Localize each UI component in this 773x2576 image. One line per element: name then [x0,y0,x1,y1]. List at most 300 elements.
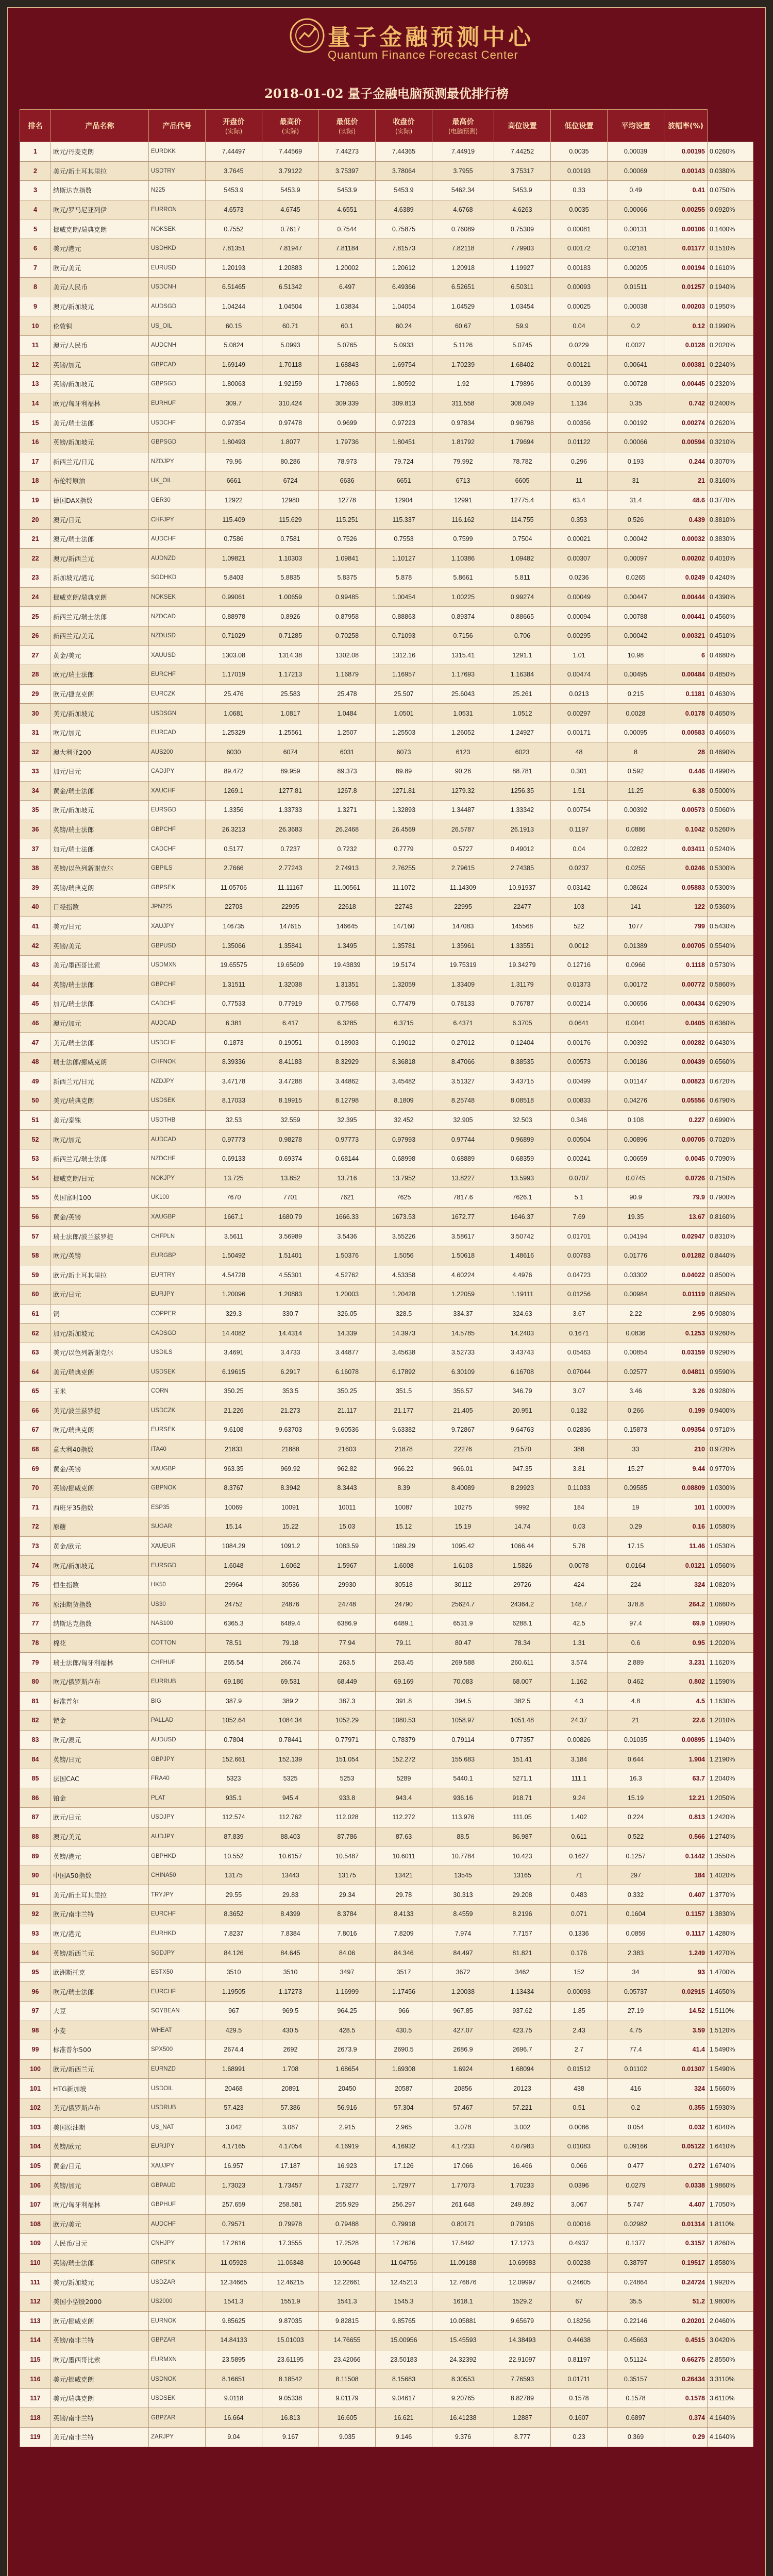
high-cell: 1.20883 [262,258,319,278]
volatility-cell: 0.04022 [664,1265,708,1285]
close-cell: 1545.3 [376,2292,432,2311]
open-cell: 1.69149 [206,355,262,375]
column-header [51,110,149,142]
close-cell: 430.5 [376,2021,432,2040]
table-row [20,1575,753,1595]
table-row [20,2234,753,2253]
table-row [20,742,753,762]
low-setting-cell: 5.78 [551,1536,608,1556]
undefined: 0.4680% [708,646,753,665]
product-name-cell: 欧元/加元 [51,1130,149,1149]
table-row [20,510,753,530]
high-cell: 1.6062 [262,1556,319,1575]
high-setting-cell: 9992 [494,1498,551,1517]
close-cell: 0.75875 [376,219,432,239]
avg-setting-cell: 0.477 [608,2156,664,2176]
rank-cell: 117 [20,2388,51,2408]
avg-setting-cell: 0.02982 [608,2214,664,2234]
open-cell: 0.5177 [206,839,262,859]
rank-cell: 26 [20,626,51,646]
open-cell: 6365.3 [206,1614,262,1634]
close-cell: 79.724 [376,452,432,471]
product-name-cell: 铂金 [51,1788,149,1808]
low-setting-cell: 0.296 [551,452,608,471]
volatility-cell: 48.6 [664,490,708,510]
product-name-cell: 欧元/新加坡元 [51,801,149,820]
volatility-cell: 0.05883 [664,878,708,897]
product-name-cell: 人民币/日元 [51,2234,149,2253]
undefined: 0.5540% [708,936,753,956]
undefined: 1.2050% [708,1788,753,1808]
forecast-high-cell: 9.376 [432,2428,494,2447]
low-setting-cell: 0.00121 [551,355,608,375]
table-row [20,239,753,258]
rank-cell: 114 [20,2331,51,2350]
undefined: 1.5930% [708,2098,753,2117]
avg-setting-cell: 0.592 [608,762,664,782]
low-cell: 1.16879 [319,665,376,685]
high-setting-cell: 5.0745 [494,335,551,355]
volatility-cell: 0.02915 [664,1982,708,2002]
volatility-cell: 79.9 [664,1188,708,1208]
product-name-cell: 钯金 [51,1711,149,1731]
undefined: 1.8110% [708,2214,753,2234]
undefined: 1.7050% [708,2195,753,2214]
volatility-cell: 0.00143 [664,161,708,181]
forecast-high-cell: 966.01 [432,1459,494,1479]
table-row [20,1052,753,1072]
forecast-high-cell: 1.10386 [432,549,494,568]
low-setting-cell: 0.00094 [551,607,608,626]
product-code-cell: AUDSGD [149,297,206,316]
volatility-cell: 14.52 [664,2002,708,2021]
rank-cell: 44 [20,975,51,994]
high-setting-cell: 1.19111 [494,1285,551,1304]
forecast-high-cell: 6.4371 [432,1013,494,1033]
high-setting-cell: 68.007 [494,1672,551,1691]
forecast-high-cell: 8.47066 [432,1052,494,1072]
high-cell: 10.6157 [262,1846,319,1866]
low-setting-cell: 4.3 [551,1691,608,1711]
forecast-high-cell: 19.75319 [432,955,494,975]
product-name-cell: 西班牙35指数 [51,1498,149,1517]
table-row [20,1595,753,1614]
title-chinese: 量子金融预测中心 [328,24,534,50]
avg-setting-cell: 0.00641 [608,355,664,375]
low-setting-cell: 0.4937 [551,2234,608,2253]
high-cell: 353.5 [262,1382,319,1401]
close-cell: 6.17892 [376,1362,432,1382]
rank-cell: 5 [20,219,51,239]
open-cell: 1.35066 [206,936,262,956]
low-setting-cell: 0.0641 [551,1013,608,1033]
product-name-cell: 法国CAC [51,1769,149,1788]
avg-setting-cell: 0.00042 [608,626,664,646]
avg-setting-cell: 0.00131 [608,219,664,239]
volatility-cell: 6.38 [664,781,708,801]
product-name-cell: 欧元/新土耳其里拉 [51,1265,149,1285]
table-row [20,2311,753,2331]
avg-setting-cell: 297 [608,1866,664,1885]
close-cell: 19.5174 [376,955,432,975]
table-row [20,1517,753,1537]
high-setting-cell: 1.70233 [494,2176,551,2195]
rank-cell: 64 [20,1362,51,1382]
low-cell: 1.5967 [319,1556,376,1575]
forecast-high-cell: 4.60224 [432,1265,494,1285]
high-cell: 1.04504 [262,297,319,316]
table-row [20,820,753,839]
undefined: 0.2400% [708,394,753,413]
open-cell: 0.7552 [206,219,262,239]
rank-cell: 90 [20,1866,51,1885]
open-cell: 89.472 [206,762,262,782]
low-cell: 11.00561 [319,878,376,897]
table-row [20,2408,753,2428]
high-cell: 69.531 [262,1672,319,1691]
undefined: 1.5110% [708,2002,753,2021]
high-setting-cell: 1.09482 [494,549,551,568]
low-setting-cell: 0.0213 [551,684,608,704]
close-cell: 1.35781 [376,936,432,956]
avg-setting-cell: 0.02181 [608,239,664,258]
rank-cell: 41 [20,917,51,936]
rank-cell: 32 [20,742,51,762]
table-row [20,1072,753,1091]
product-code-cell: EURCHF [149,665,206,685]
low-cell: 87.786 [319,1827,376,1846]
volatility-cell: 0.439 [664,510,708,530]
low-setting-cell: 0.24605 [551,2273,608,2292]
avg-setting-cell: 0.1578 [608,2388,664,2408]
undefined: 0.9770% [708,1459,753,1479]
low-setting-cell: 0.00238 [551,2253,608,2273]
avg-setting-cell: 0.49 [608,181,664,200]
low-cell: 7.8016 [319,1924,376,1943]
table-row [20,1304,753,1324]
rank-cell: 10 [20,316,51,336]
undefined: 0.3770% [708,490,753,510]
high-setting-cell: 10.69983 [494,2253,551,2273]
open-cell: 1.80493 [206,432,262,452]
high-cell: 21888 [262,1439,319,1459]
low-cell: 0.7526 [319,529,376,549]
avg-setting-cell: 0.35157 [608,2369,664,2389]
table-row [20,1943,753,1963]
forecast-high-cell: 2.79615 [432,858,494,878]
table-row [20,2117,753,2137]
low-cell: 68.449 [319,1672,376,1691]
forecast-high-cell: 0.7156 [432,626,494,646]
table-row [20,1711,753,1731]
close-cell: 57.304 [376,2098,432,2117]
undefined: 0.4390% [708,587,753,607]
forecast-high-cell: 113.976 [432,1808,494,1827]
product-code-cell: CADSGD [149,1324,206,1343]
table-row [20,2195,753,2214]
open-cell: 14.84133 [206,2331,262,2350]
low-setting-cell: 3.07 [551,1382,608,1401]
forecast-high-cell: 15.45593 [432,2331,494,2350]
forecast-high-cell: 25624.7 [432,1595,494,1614]
open-cell: 7670 [206,1188,262,1208]
undefined: 1.8260% [708,2234,753,2253]
avg-setting-cell: 17.15 [608,1536,664,1556]
avg-setting-cell: 0.05737 [608,1982,664,2002]
low-setting-cell: 0.301 [551,762,608,782]
high-cell: 1.708 [262,2059,319,2079]
open-cell: 6.51465 [206,278,262,297]
forecast-high-cell: 7.974 [432,1924,494,1943]
high-setting-cell: 3462 [494,1962,551,1982]
rank-cell: 55 [20,1188,51,1208]
close-cell: 328.5 [376,1304,432,1324]
undefined: 1.2420% [708,1808,753,1827]
undefined: 0.0260% [708,142,753,162]
low-setting-cell: 3.067 [551,2195,608,2214]
open-cell: 24752 [206,1595,262,1614]
avg-setting-cell: 0.369 [608,2428,664,2447]
table-row [20,1478,753,1498]
undefined: 1.9920% [708,2273,753,2292]
high-setting-cell: 8.08518 [494,1091,551,1111]
product-name-cell: 美元/瑞士法郎 [51,413,149,433]
close-cell: 1.04054 [376,297,432,316]
product-code-cell: EURCHF [149,1905,206,1924]
product-name-cell: 英镑/瑞典克朗 [51,878,149,897]
table-row [20,762,753,782]
open-cell: 17.2616 [206,2234,262,2253]
undefined: 0.5730% [708,955,753,975]
column-header-sublabel: (电脑预测) [448,127,478,135]
high-setting-cell: 4.4976 [494,1265,551,1285]
column-header-label: 开盘价 [223,117,245,126]
low-setting-cell: 0.0086 [551,2117,608,2137]
open-cell: 29.55 [206,1885,262,1905]
low-cell: 1541.3 [319,2292,376,2311]
undefined: 0.9590% [708,1362,753,1382]
rank-cell: 93 [20,1924,51,1943]
forecast-high-cell: 1.81792 [432,432,494,452]
forecast-high-cell: 1.92 [432,375,494,394]
low-cell: 1666.33 [319,1207,376,1227]
title-english: Quantum Finance Forecast Center [328,48,518,61]
volatility-cell: 799 [664,917,708,936]
rank-cell: 29 [20,684,51,704]
avg-setting-cell: 16.3 [608,1769,664,1788]
high-setting-cell: 59.9 [494,316,551,336]
low-setting-cell: 5.1 [551,1188,608,1208]
forecast-high-cell: 0.5727 [432,839,494,859]
close-cell: 26.4569 [376,820,432,839]
low-setting-cell: 1.134 [551,394,608,413]
product-code-cell: AUDCHF [149,529,206,549]
column-header [262,110,319,142]
high-setting-cell: 423.75 [494,2021,551,2040]
product-name-cell: 玉米 [51,1382,149,1401]
undefined: 0.0380% [708,161,753,181]
low-setting-cell: 0.483 [551,1885,608,1905]
avg-setting-cell: 0.38797 [608,2253,664,2273]
high-cell: 30536 [262,1575,319,1595]
avg-setting-cell: 0.09166 [608,2137,664,2157]
close-cell: 9.04617 [376,2388,432,2408]
product-code-cell: USDCNH [149,278,206,297]
rank-cell: 81 [20,1691,51,1711]
rank-cell: 8 [20,278,51,297]
avg-setting-cell: 2.22 [608,1304,664,1324]
low-setting-cell: 111.1 [551,1769,608,1788]
product-name-cell: 加元/瑞士法郎 [51,994,149,1014]
avg-setting-cell: 0.45663 [608,2331,664,2350]
low-setting-cell: 0.1336 [551,1924,608,1943]
open-cell: 7.81351 [206,239,262,258]
column-header-sublabel: (实际) [225,127,243,135]
product-name-cell: 欧元/日元 [51,1285,149,1304]
low-setting-cell: 0.18256 [551,2311,608,2331]
avg-setting-cell: 0.29 [608,1517,664,1537]
product-code-cell: EURTRY [149,1265,206,1285]
product-name-cell: 黄金/日元 [51,2156,149,2176]
avg-setting-cell: 0.0745 [608,1168,664,1188]
high-setting-cell: 145568 [494,917,551,936]
table-row [20,452,753,471]
forecast-high-cell: 1.6924 [432,2059,494,2079]
low-cell: 16.923 [319,2156,376,2176]
high-cell: 4.6745 [262,200,319,219]
forecast-high-cell: 7.44919 [432,142,494,162]
forecast-high-cell: 1618.1 [432,2292,494,2311]
close-cell: 6.49366 [376,278,432,297]
volatility-cell: 0.00203 [664,297,708,316]
close-cell: 3.78064 [376,161,432,181]
high-setting-cell: 0.99274 [494,587,551,607]
close-cell: 1080.53 [376,1711,432,1731]
high-cell: 6724 [262,471,319,491]
forecast-high-cell: 12991 [432,490,494,510]
product-name-cell: 挪威克朗/瑞典克朗 [51,219,149,239]
high-setting-cell: 78.34 [494,1633,551,1653]
avg-setting-cell: 35.5 [608,2292,664,2311]
forecast-high-cell: 57.467 [432,2098,494,2117]
low-cell: 3.44862 [319,1072,376,1091]
high-setting-cell: 7.76593 [494,2369,551,2389]
rank-cell: 110 [20,2253,51,2273]
product-code-cell: SPX500 [149,2040,206,2060]
forecast-high-cell: 21.405 [432,1401,494,1420]
close-cell: 25.507 [376,684,432,704]
open-cell: 8.16651 [206,2369,262,2389]
high-cell: 9.05338 [262,2388,319,2408]
column-header [432,110,494,142]
high-cell: 3510 [262,1962,319,1982]
low-cell: 1.20003 [319,1285,376,1304]
avg-setting-cell: 0.266 [608,1401,664,1420]
product-name-cell: 澳元/新加坡元 [51,297,149,316]
open-cell: 265.54 [206,1653,262,1672]
avg-setting-cell: 0.00659 [608,1149,664,1168]
volatility-cell: 0.00106 [664,219,708,239]
avg-setting-cell: 0.0028 [608,704,664,723]
forecast-high-cell: 155.683 [432,1750,494,1769]
product-name-cell: 瑞士法郎/波兰兹罗提 [51,1227,149,1246]
high-cell: 8.19915 [262,1091,319,1111]
high-setting-cell: 1.24927 [494,723,551,742]
table-row [20,1846,753,1866]
low-cell: 0.77568 [319,994,376,1014]
forecast-high-cell: 1315.41 [432,646,494,665]
forecast-high-cell: 427.07 [432,2021,494,2040]
low-cell: 0.99485 [319,587,376,607]
open-cell: 963.35 [206,1459,262,1479]
product-name-cell: 欧元/美元 [51,2214,149,2234]
table-row [20,2253,753,2273]
avg-setting-cell: 0.01389 [608,936,664,956]
avg-setting-cell: 31.4 [608,490,664,510]
forecast-high-cell: 1095.42 [432,1536,494,1556]
rank-cell: 45 [20,994,51,1014]
rank-cell: 83 [20,1730,51,1750]
undefined: 1.5120% [708,2021,753,2040]
product-name-cell: 加元/日元 [51,762,149,782]
product-name-cell: 英镑/瑞士法郎 [51,975,149,994]
undefined: 0.1940% [708,278,753,297]
forecast-high-cell: 3.7955 [432,161,494,181]
high-setting-cell: 12775.4 [494,490,551,510]
undefined: 1.0580% [708,1517,753,1537]
avg-setting-cell: 0.6 [608,1633,664,1653]
low-setting-cell: 388 [551,1439,608,1459]
forecast-high-cell: 8.25748 [432,1091,494,1111]
high-cell: 430.5 [262,2021,319,2040]
forecast-high-cell: 1.50618 [432,1246,494,1265]
open-cell: 1052.64 [206,1711,262,1731]
high-cell: 5.8835 [262,568,319,588]
high-cell: 11.11167 [262,878,319,897]
table-row [20,2292,753,2311]
forecast-high-cell: 13545 [432,1866,494,1885]
table-header-row [20,110,753,142]
forecast-high-cell: 70.083 [432,1672,494,1691]
forecast-high-cell: 80.47 [432,1633,494,1653]
avg-setting-cell: 19.35 [608,1207,664,1227]
open-cell: 9.0118 [206,2388,262,2408]
low-setting-cell: 7.69 [551,1207,608,1227]
high-cell: 9.167 [262,2428,319,2447]
high-cell: 3.79122 [262,161,319,181]
undefined: 1.0530% [708,1536,753,1556]
rank-cell: 119 [20,2428,51,2447]
high-setting-cell: 3.002 [494,2117,551,2137]
close-cell: 1.10127 [376,549,432,568]
volatility-cell: 0.0726 [664,1168,708,1188]
low-cell: 1.20002 [319,258,376,278]
volatility-cell: 0.032 [664,2117,708,2137]
open-cell: 57.423 [206,2098,262,2117]
open-cell: 4.17165 [206,2137,262,2157]
forecast-high-cell: 2686.9 [432,2040,494,2060]
low-cell: 9.82815 [319,2311,376,2331]
rank-cell: 82 [20,1711,51,1731]
low-cell: 14.76655 [319,2331,376,2350]
undefined: 1.2040% [708,1769,753,1788]
forecast-high-cell: 15.19 [432,1517,494,1537]
open-cell: 22703 [206,897,262,917]
high-setting-cell: 0.79106 [494,2214,551,2234]
table-row [20,2176,753,2195]
low-setting-cell: 0.00297 [551,704,608,723]
product-code-cell: GBPCAD [149,355,206,375]
